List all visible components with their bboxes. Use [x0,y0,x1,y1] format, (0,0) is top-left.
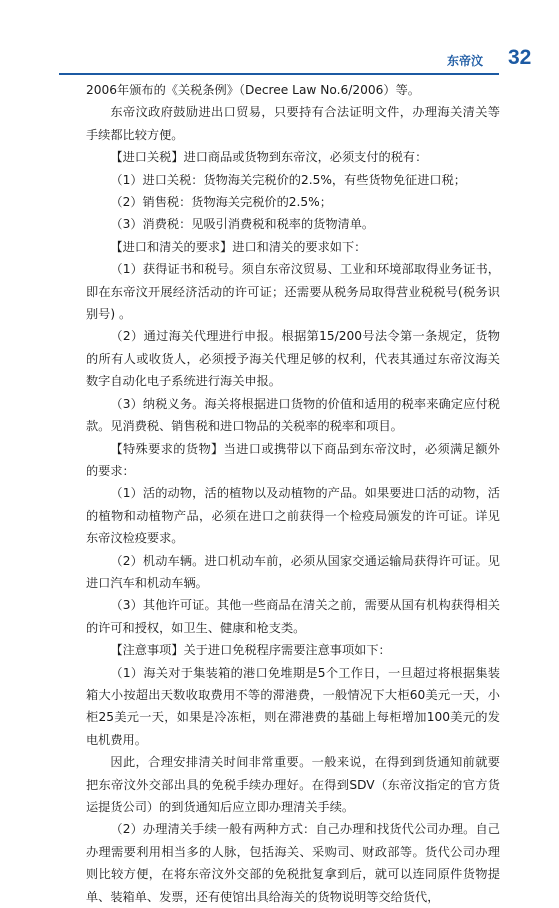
page-number: 32 [508,46,532,69]
body-text [86,79,500,908]
paragraph: （1）海关对于集装箱的港口免堆期是5个工作日，一旦超过将根据集装箱大小按超出天数收取费用不等的滞港费，一般情况下大柜60美元一天，小柜25美元一天，如果是冷冻柜，则在滞港费的基础上每柜增加100美元的发电机费用。 [86,665,500,747]
paragraph: （3）其他许可证。其他一些商品在清关之前，需要从国有机构获得相关的许可和授权，如卫生、健康和枪支类。 [86,598,500,635]
paragraph: （1）活的动物，活的植物以及动植物的产品。如果要进口活的动物，活的植物和动植物产品，必须在进口之前获得一个检疫局颁发的许可证。详见东帝汶检疫要求。 [86,486,500,546]
paragraph: 【进口和清关的要求】进口和清关的要求如下： [110,239,367,254]
paragraph: （3）纳税义务。海关将根据进口货物的价值和适用的税率来确定应付税款。见消费税、销售税和进口物品的关税率的税率和项目。 [86,396,500,434]
paragraph: 【特殊要求的货物】当进口或携带以下商品到东帝汶时，必须满足额外的要求： [86,441,500,478]
paragraph: 【进口关税】进口商品或货物到东帝汶，必须支付的税有： [110,150,428,165]
paragraph: （2）通过海关代理进行申报。根据第15/200号法令第一条规定，货物的所有人或收货人，必须授予海关代理足够的权利，代表其通过东帝汶海关数字自动化电子系统进行海关申报。 [86,329,500,389]
paragraph: 东帝汶政府鼓励进出口贸易，只要持有合法证明文件，办理海关清关等手续都比较方便。 [86,105,500,142]
paragraph: （2）办理清关手续一般有两种方式：自己办理和找货代公司办理。自己办理需要利用相当多的人脉，包括海关、采购司、财政部等。货代公司办理则比较方便，在将东帝汶外交部的免税批复拿到后，就可以连同原件货物提单、装箱单、发票，还有使馆出具给海关的货物说明等交给货代， [86,822,500,904]
page-header [0,0,559,80]
paragraph: （3）消费税：见吸引消费税和税率的货物清单。 [110,217,375,232]
running-header-country: 东帝汶 [447,54,484,68]
paragraph: 【注意事项】关于进口免税程序需要注意事项如下： [110,643,391,658]
paragraph: （2）销售税：货物海关完税价的2.5%； [110,195,332,210]
paragraph: （1）获得证书和税号。须自东帝汶贸易、工业和环境部取得业务证书，即在东帝汶开展经济活动的许可证；还需要从税务局取得营业税税号(税务识别号) 。 [86,262,500,322]
paragraph: 因此，合理安排清关时间非常重要。一般来说，在得到到货通知前就要把东帝汶外交部出具的免税手续办理好。在得到SDV（东帝汶指定的官方货运提货公司）的到货通知后应立即办理清关手续。 [86,755,500,814]
header-rule [59,73,499,75]
paragraph: （1）进口关税：货物海关完税价的2.5%，有些货物免征进口税； [110,172,466,187]
paragraph: 2006年颁布的《关税条例》（Decree Law No.6/2006）等。 [86,83,420,97]
paragraph: （2）机动车辆。进口机动车前，必须从国家交通运输局获得许可证。见进口汽车和机动车辆。 [86,553,500,590]
